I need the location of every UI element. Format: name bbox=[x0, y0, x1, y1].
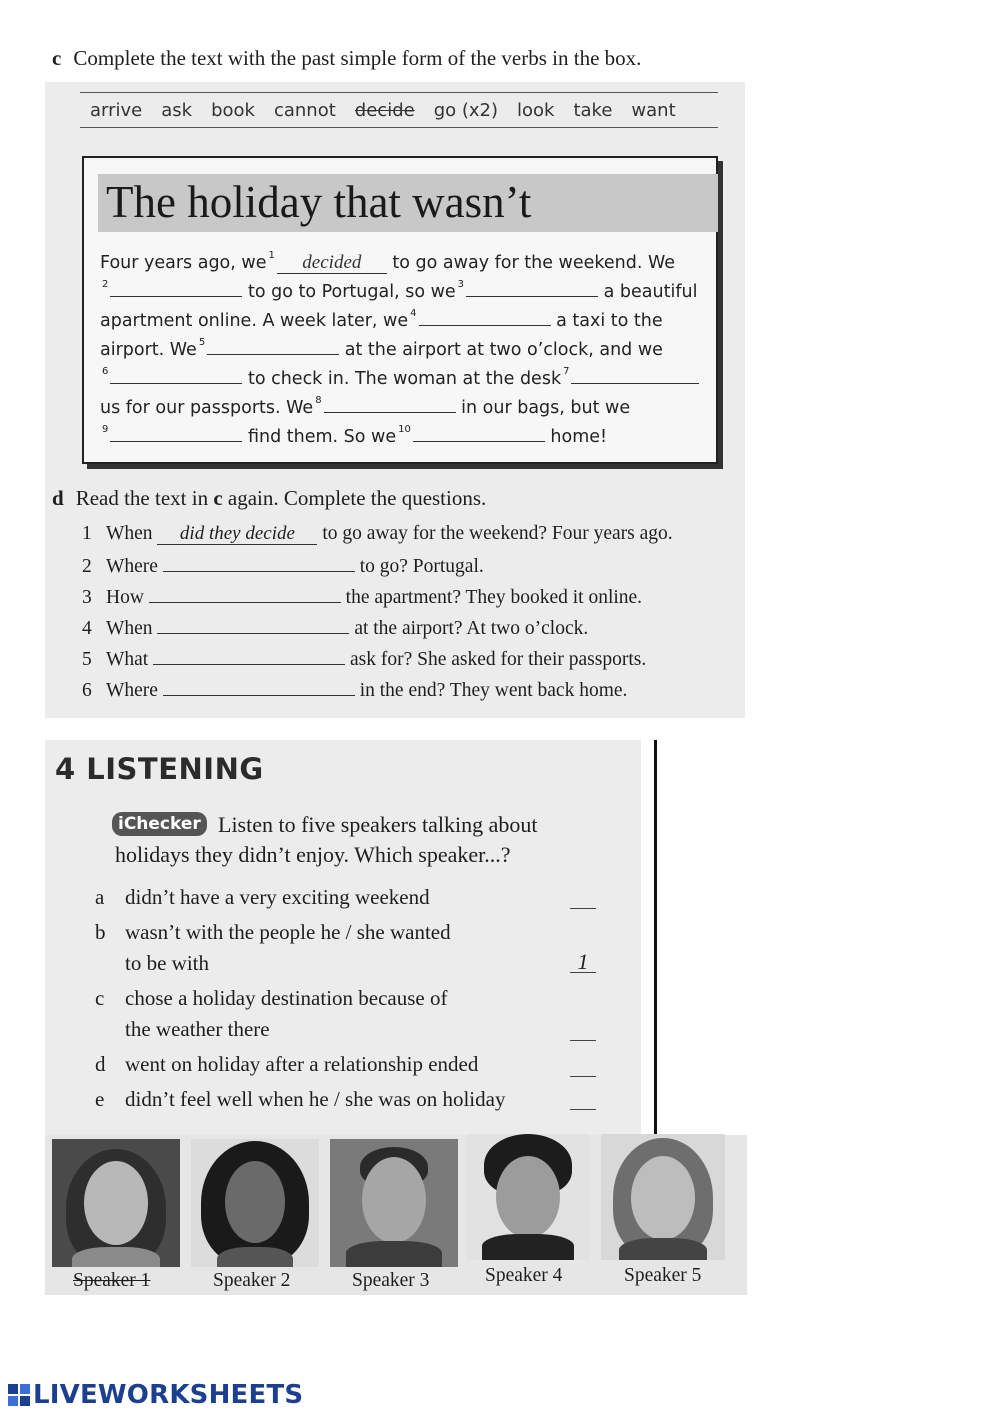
speaker-1-label: Speaker 1 bbox=[73, 1270, 151, 1291]
passage-line bbox=[100, 302, 700, 331]
passage bbox=[100, 244, 700, 447]
item-d-answer[interactable] bbox=[570, 1056, 596, 1077]
gap-number: 4 bbox=[410, 308, 417, 319]
brand-name: LIVEWORKSHEETS bbox=[33, 1380, 304, 1410]
liveworksheets-icon bbox=[8, 1384, 30, 1406]
passage-line bbox=[100, 244, 700, 273]
liveworksheets-logo bbox=[8, 1380, 303, 1410]
passage-text: home! bbox=[550, 426, 608, 447]
listening-item bbox=[95, 882, 430, 912]
verb-ask: ask bbox=[161, 99, 193, 121]
passage-text: Four years ago, we bbox=[100, 252, 267, 273]
question-6-input[interactable] bbox=[163, 677, 355, 696]
speaker-5-label: Speaker 5 bbox=[624, 1265, 702, 1286]
item-b-answer[interactable]: 1 bbox=[570, 952, 596, 973]
item-text: didn’t have a very exciting weekend bbox=[125, 885, 430, 909]
question-number: 1 bbox=[82, 523, 92, 544]
gap-8-input[interactable] bbox=[324, 394, 456, 413]
question-number: 5 bbox=[82, 649, 92, 670]
question-end: at the airport? At two o’clock. bbox=[354, 618, 589, 639]
verb-box bbox=[80, 92, 718, 128]
question-end: to go? Portugal. bbox=[359, 556, 484, 577]
question-row bbox=[82, 615, 588, 641]
gap-number: 5 bbox=[198, 337, 206, 348]
speaker-2-photo bbox=[191, 1139, 319, 1267]
section-c-instruction bbox=[52, 45, 641, 71]
speaker-1-photo bbox=[52, 1139, 180, 1267]
verb-take: take bbox=[573, 99, 613, 121]
passage-text: at the airport at two o’clock, and we bbox=[344, 339, 663, 360]
gap-5-input[interactable] bbox=[207, 336, 339, 355]
listening-item bbox=[95, 983, 447, 1013]
gap-number: 7 bbox=[563, 366, 570, 377]
question-4-input[interactable] bbox=[157, 615, 349, 634]
question-end: ask for? She asked for their passports. bbox=[349, 649, 647, 670]
question-row bbox=[82, 646, 646, 672]
passage-text: airport. We bbox=[100, 339, 197, 360]
question-start: Where bbox=[106, 680, 158, 701]
item-letter: e bbox=[95, 1087, 105, 1111]
verb-decide: decide bbox=[354, 99, 415, 121]
column-divider bbox=[654, 740, 657, 1135]
verb-look: look bbox=[517, 99, 555, 121]
instruction-text: Complete the text with the past simple form of the verbs in the box. bbox=[73, 46, 642, 70]
speaker-3-label: Speaker 3 bbox=[352, 1270, 430, 1291]
question-1-example: did they decide bbox=[157, 526, 317, 545]
question-row bbox=[82, 553, 484, 579]
item-text: chose a holiday destination because of bbox=[125, 986, 448, 1010]
gap-6-input[interactable] bbox=[110, 365, 242, 384]
gap-4-input[interactable] bbox=[419, 307, 551, 326]
passage-text: find them. So we bbox=[247, 426, 397, 447]
passage-text: a beautiful bbox=[603, 281, 698, 302]
passage-line bbox=[100, 273, 700, 302]
question-number: 4 bbox=[82, 618, 92, 639]
gap-number: 1 bbox=[268, 250, 275, 261]
question-start: Where bbox=[106, 556, 158, 577]
passage-line bbox=[100, 360, 700, 389]
verb-arrive: arrive bbox=[90, 99, 143, 121]
verb-book: book bbox=[211, 99, 255, 121]
text-title: The holiday that wasn’t bbox=[106, 177, 532, 227]
question-number: 2 bbox=[82, 556, 92, 577]
item-letter: c bbox=[95, 986, 105, 1010]
gap-2-input[interactable] bbox=[110, 278, 242, 297]
question-start: When bbox=[106, 523, 153, 544]
listening-instruction: holidays they didn’t enjoy. Which speaker...? bbox=[115, 842, 511, 867]
question-2-input[interactable] bbox=[163, 553, 355, 572]
speaker-3-photo bbox=[330, 1139, 458, 1267]
item-letter: a bbox=[95, 885, 105, 909]
item-e-answer[interactable] bbox=[570, 1089, 596, 1110]
passage-line bbox=[100, 418, 700, 447]
item-text: wasn’t with the people he / she wanted bbox=[125, 920, 451, 944]
item-letter: d bbox=[95, 1052, 106, 1076]
question-start: What bbox=[106, 649, 149, 670]
question-row bbox=[82, 584, 642, 610]
passage-text: to check in. The woman at the desk bbox=[247, 368, 562, 389]
gap-number: 8 bbox=[315, 395, 322, 406]
gap-7-input[interactable] bbox=[571, 365, 699, 384]
question-3-input[interactable] bbox=[149, 584, 341, 603]
verb-go: go (x2) bbox=[433, 99, 499, 121]
question-start: How bbox=[106, 587, 144, 608]
passage-line bbox=[100, 331, 700, 360]
item-text: went on holiday after a relationship ended bbox=[125, 1052, 479, 1076]
listening-heading: 4 LISTENING bbox=[55, 752, 264, 786]
gap-3-input[interactable] bbox=[466, 278, 598, 297]
question-5-input[interactable] bbox=[153, 646, 345, 665]
passage-line bbox=[100, 389, 700, 418]
question-number: 6 bbox=[82, 680, 92, 701]
question-end: to go away for the weekend? Four years ago. bbox=[322, 523, 673, 544]
speaker-4-photo bbox=[466, 1134, 590, 1260]
item-c-answer[interactable] bbox=[570, 1020, 596, 1041]
verb-cannot: cannot bbox=[273, 99, 336, 121]
listening-item bbox=[95, 1084, 505, 1114]
gap-number: 2 bbox=[102, 279, 109, 290]
speaker-2-label: Speaker 2 bbox=[213, 1270, 291, 1291]
listening-item bbox=[95, 917, 451, 947]
speaker-5-photo bbox=[601, 1134, 725, 1260]
question-end: in the end? They went back home. bbox=[359, 680, 628, 701]
listening-item-cont: the weather there bbox=[125, 1017, 270, 1041]
passage-text: to go to Portugal, so we bbox=[247, 281, 456, 302]
ichecker-badge: iChecker bbox=[112, 812, 207, 836]
item-letter: b bbox=[95, 920, 106, 944]
passage-text: apartment online. A week later, we bbox=[100, 310, 409, 331]
question-row bbox=[82, 522, 673, 546]
section-letter: d bbox=[52, 486, 64, 510]
gap-9-input[interactable] bbox=[110, 423, 242, 442]
gap-number: 9 bbox=[102, 424, 109, 435]
speaker-4-label: Speaker 4 bbox=[485, 1265, 563, 1286]
gap-number: 6 bbox=[102, 366, 109, 377]
section-letter: c bbox=[52, 46, 62, 70]
listening-item bbox=[95, 1049, 478, 1079]
section-ref: c bbox=[213, 486, 223, 510]
item-text: didn’t feel well when he / she was on holiday bbox=[125, 1087, 506, 1111]
instruction-text: again. Complete the questions. bbox=[227, 486, 487, 510]
gap-number: 10 bbox=[398, 424, 411, 435]
listening-instruction: Listen to five speakers talking about bbox=[218, 812, 538, 837]
passage-text: us for our passports. We bbox=[100, 397, 314, 418]
section-d-instruction bbox=[52, 485, 486, 511]
question-row bbox=[82, 677, 627, 703]
gap-1-example: decided bbox=[277, 255, 387, 274]
gap-number: 3 bbox=[457, 279, 465, 290]
instruction-text: Read the text in bbox=[75, 486, 209, 510]
item-a-answer[interactable] bbox=[570, 888, 596, 909]
passage-text: to go away for the weekend. We bbox=[392, 252, 676, 273]
question-end: the apartment? They booked it online. bbox=[345, 587, 643, 608]
question-start: When bbox=[106, 618, 153, 639]
passage-text: a taxi to the bbox=[556, 310, 663, 331]
gap-10-input[interactable] bbox=[413, 423, 545, 442]
passage-text: in our bags, but we bbox=[461, 397, 631, 418]
verb-want: want bbox=[631, 99, 676, 121]
question-number: 3 bbox=[82, 587, 92, 608]
listening-item-cont: to be with bbox=[125, 951, 209, 975]
reading-text-box bbox=[82, 156, 718, 464]
